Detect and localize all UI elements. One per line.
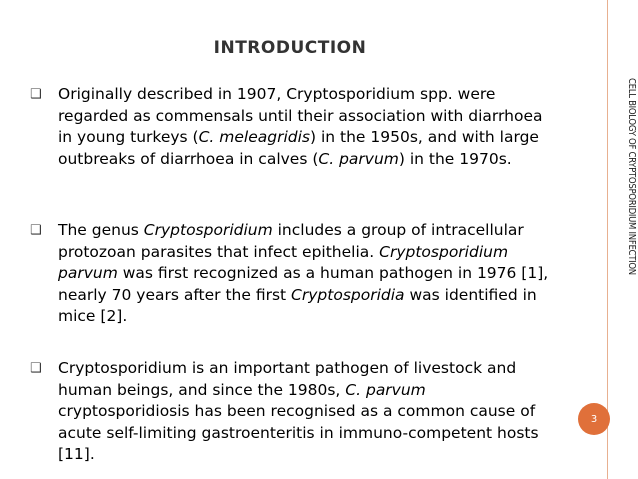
hollow-square-bullet-icon: ❑: [30, 223, 42, 238]
page-number-badge: 3: [578, 403, 610, 435]
bullet-item-1: [30, 84, 570, 170]
sidebar-divider: [607, 0, 608, 479]
bullet-item-3: [30, 358, 570, 466]
bullet-item-2: [30, 220, 570, 328]
sidebar-title: CELL BIOLOGY OF CRYPTOSPORIDIUM INFECTION: [626, 78, 637, 275]
slide-title: INTRODUCTION: [213, 38, 367, 58]
bullet-text-2: The genus Cryptosporidium includes a group of intracellular protozoan parasites that infect epithelia. Cryptosporidium parvum was first recognized as a human pathogen in 1976 [1], nearly 70 years after the first Cryptosporidia was identified in mice [2].: [58, 221, 549, 325]
bullet-text-3: Cryptosporidium is an important pathogen of livestock and human beings, and since the 1980s, C. parvum cryptosporidiosis has been recognised as a common cause of acute self-limiting gastroenteritis in immuno-competent hosts [11].: [58, 359, 539, 463]
hollow-square-bullet-icon: ❑: [30, 87, 42, 102]
hollow-square-bullet-icon: ❑: [30, 361, 42, 376]
bullet-text-1: Originally described in 1907, Cryptosporidium spp. were regarded as commensals until their association with diarrhoea in young turkeys (C. meleagridis) in the 1950s, and with large outbreaks of diarrhoea in calves (C. parvum) in the 1970s.: [58, 85, 543, 168]
